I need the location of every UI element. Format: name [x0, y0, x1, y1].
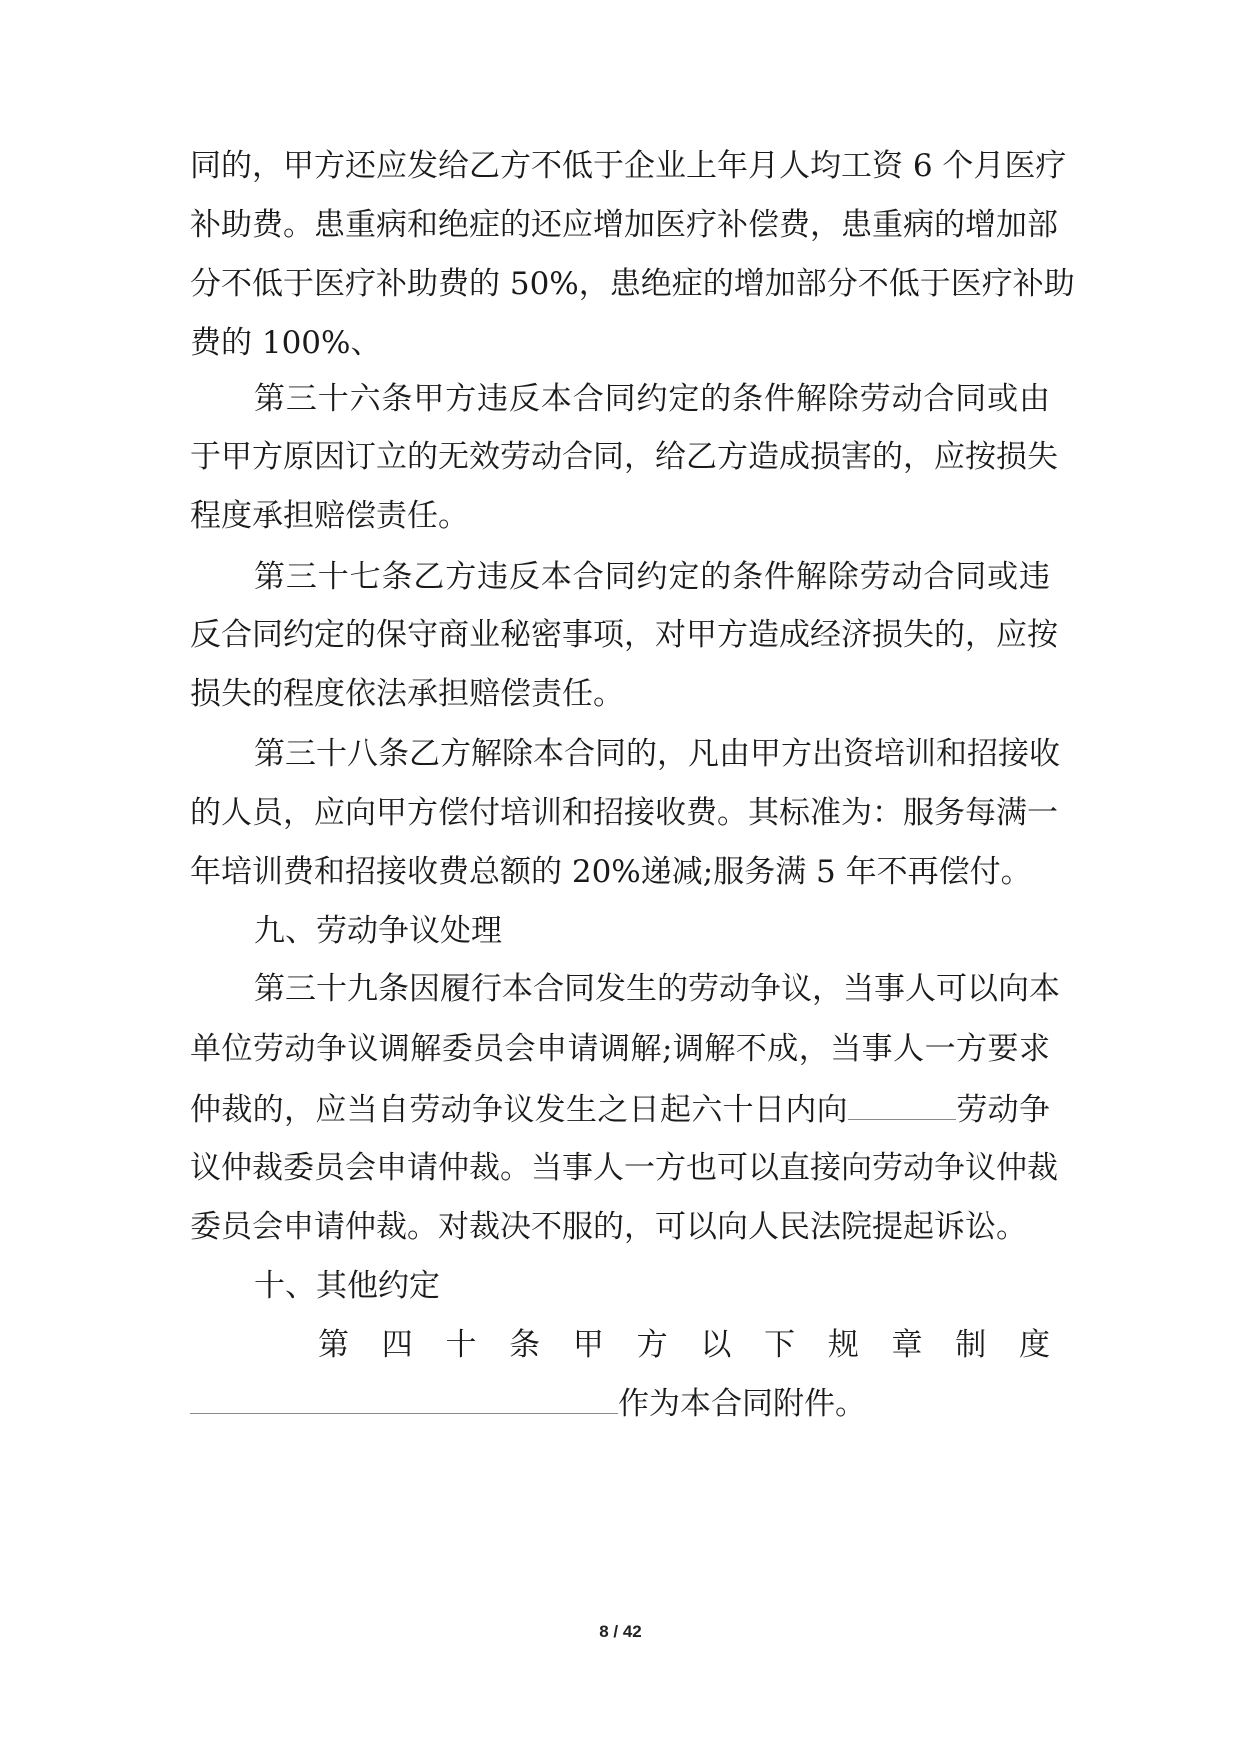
paragraph-line: 单位劳动争议调解委员会申请调解;调解不成，当事人一方要求: [190, 1031, 1050, 1067]
article-37-line: 第三十七条乙方违反本合同约定的条件解除劳动合同或违: [254, 559, 1050, 595]
text-segment: 劳动争: [956, 1092, 1050, 1128]
text-segment: 作为本合同附件。: [618, 1386, 866, 1422]
article-39-line: 第三十九条因履行本合同发生的劳动争议，当事人可以向本: [254, 971, 1060, 1007]
article-38-line: 第三十八条乙方解除本合同的，凡由甲方出资培训和招接收: [254, 736, 1060, 772]
paragraph-line: [190, 1383, 1050, 1424]
fill-in-blank-arbitration-committee[interactable]: [848, 1089, 956, 1120]
paragraph-line: 反合同约定的保守商业秘密事项，对甲方造成经济损失的，应按: [190, 617, 1058, 653]
paragraph-line: 分不低于医疗补助费的 50%，患绝症的增加部分不低于医疗补助: [190, 266, 1075, 302]
section-heading-other: 十、其他约定: [254, 1268, 440, 1304]
section-heading-dispute: 九、劳动争议处理: [254, 913, 502, 949]
paragraph-line: 年培训费和招接收费总额的 20%递减;服务满 5 年不再偿付。: [190, 854, 1032, 890]
paragraph-line: [190, 1089, 1050, 1130]
page-number: 8 / 42: [599, 1622, 642, 1641]
article-40-line: 第四十条甲方以下规章制度: [318, 1327, 1050, 1363]
paragraph-line: 委员会申请仲裁。对裁决不服的，可以向人民法院提起诉讼。: [190, 1209, 1027, 1245]
paragraph-line: 同的，甲方还应发给乙方不低于企业上年月人均工资 6 个月医疗: [190, 148, 1067, 184]
paragraph-line: 议仲裁委员会申请仲裁。当事人一方也可以直接向劳动争议仲裁: [190, 1150, 1058, 1186]
paragraph-line: 程度承担赔偿责任。: [190, 498, 469, 534]
article-36-line: 第三十六条甲方违反本合同约定的条件解除劳动合同或由: [254, 381, 1050, 417]
paragraph-line: 的人员，应向甲方偿付培训和招接收费。其标准为：服务每满一: [190, 795, 1058, 831]
paragraph-line: 费的 100%、: [190, 325, 382, 361]
text-segment: 仲裁的，应当自劳动争议发生之日起六十日内向: [190, 1092, 848, 1128]
fill-in-blank-regulations[interactable]: [190, 1383, 618, 1414]
paragraph-line: 补助费。患重病和绝症的还应增加医疗补偿费，患重病的增加部: [190, 207, 1058, 243]
paragraph-line: 于甲方原因订立的无效劳动合同，给乙方造成损害的，应按损失: [190, 439, 1058, 475]
paragraph-line: 损失的程度依法承担赔偿责任。: [190, 676, 624, 712]
